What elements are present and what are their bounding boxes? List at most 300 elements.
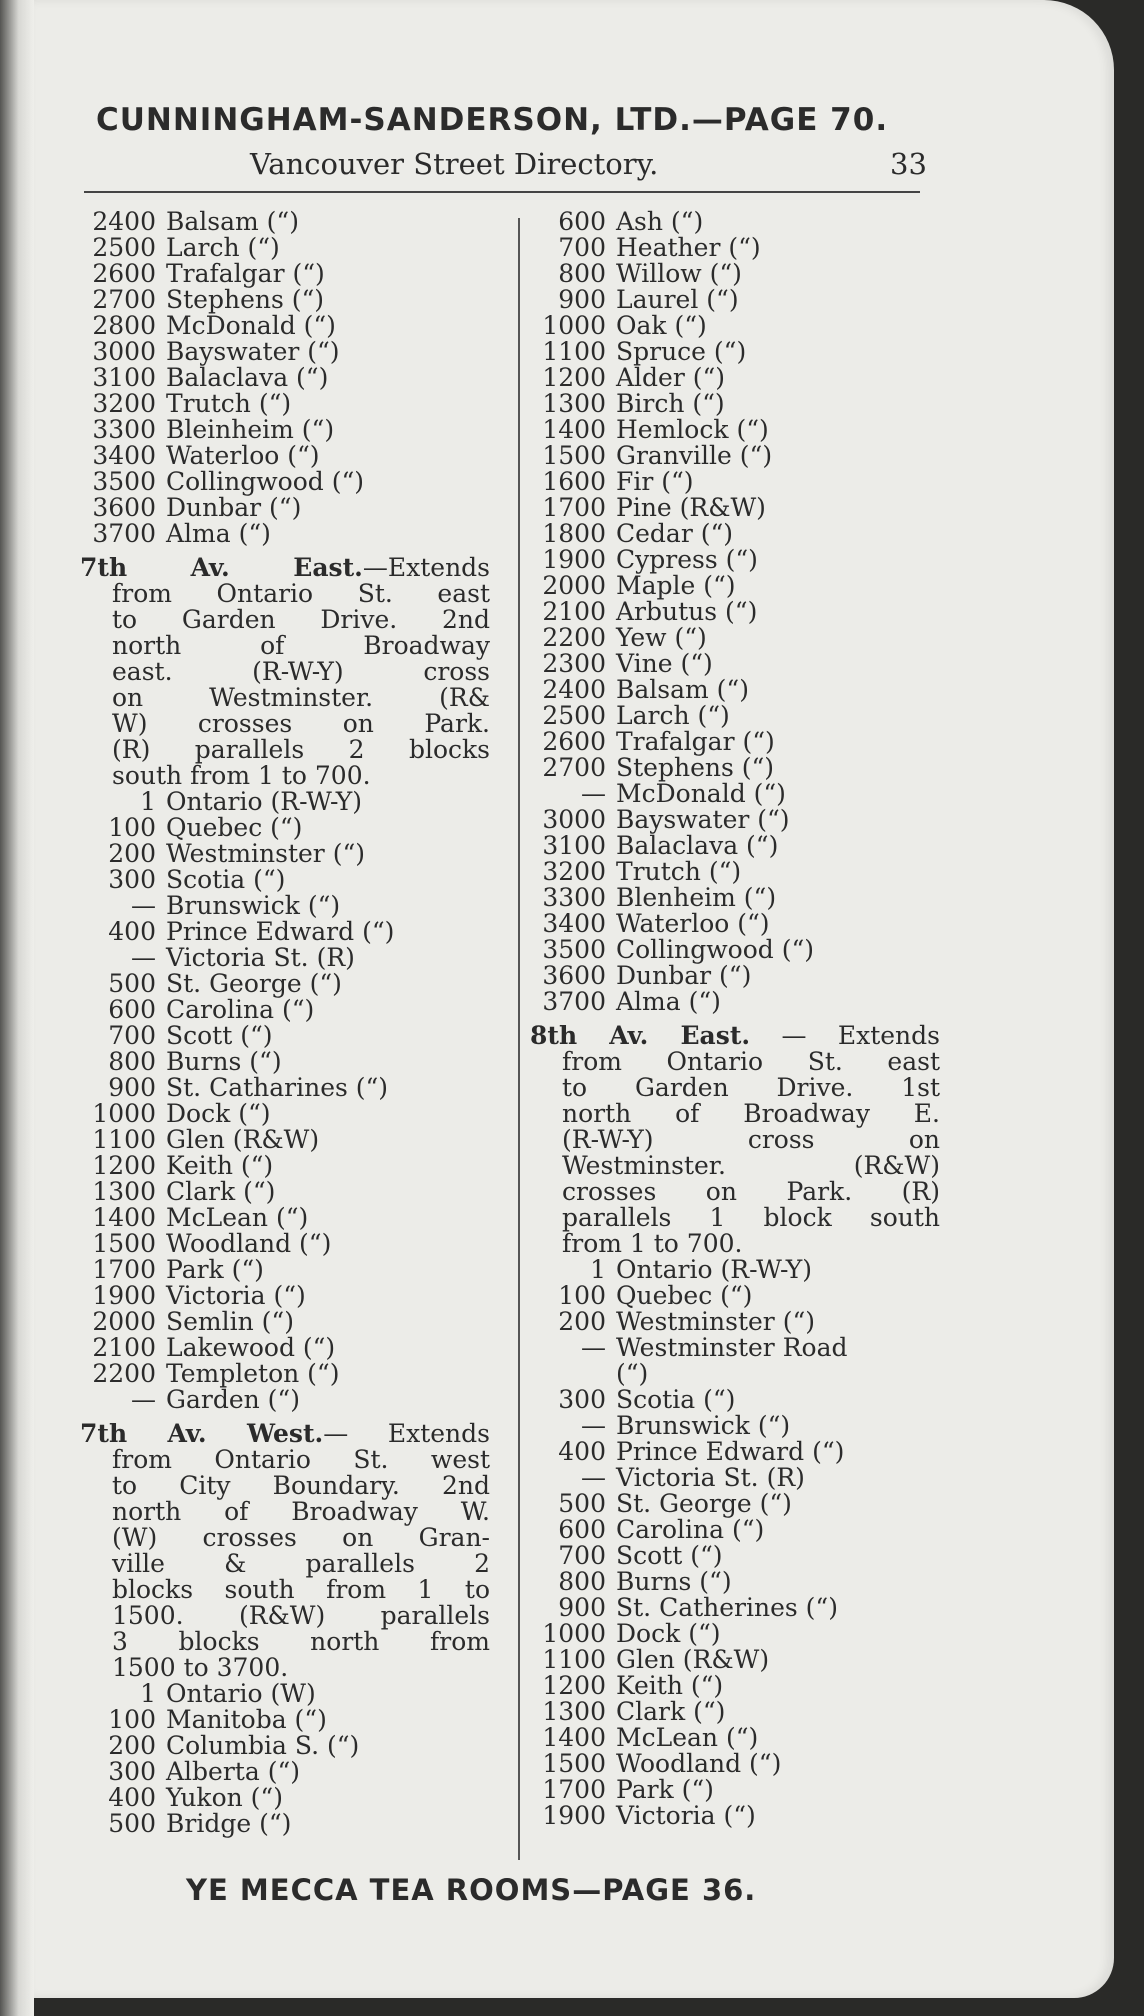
address-number: 1400	[92, 1203, 156, 1232]
street-row	[530, 1439, 940, 1465]
street-row	[530, 885, 940, 911]
address-number: 2500	[92, 233, 156, 262]
street-row	[530, 651, 940, 677]
street-name: Pine (R&W)	[616, 493, 766, 522]
description-line	[80, 555, 490, 581]
address-number: 200	[558, 1307, 606, 1336]
street-name: Scott (“)	[616, 1541, 723, 1570]
street-row	[530, 469, 940, 495]
address-number: 1800	[542, 519, 606, 548]
book-spine	[0, 0, 34, 2016]
street-row	[530, 287, 940, 313]
street-row	[80, 495, 490, 521]
address-number: 900	[558, 1593, 606, 1622]
street-row	[80, 1049, 490, 1075]
street-name: Alder (“)	[616, 363, 726, 392]
description-line: from Ontario St. east	[112, 579, 490, 608]
address-number: 1500	[542, 441, 606, 470]
address-number: 500	[108, 1809, 156, 1838]
street-row	[530, 235, 940, 261]
street-row	[80, 867, 490, 893]
street-row	[80, 235, 490, 261]
street-name: Trutch (“)	[166, 389, 292, 418]
address-number: 700	[558, 233, 606, 262]
street-row	[80, 339, 490, 365]
left-column	[80, 209, 490, 1837]
street-name: Brunswick (“)	[166, 891, 341, 920]
street-name: Park (“)	[616, 1775, 714, 1804]
street-row	[530, 859, 940, 885]
street-name: Burns (“)	[616, 1567, 732, 1596]
street-entry-description	[530, 1023, 940, 1257]
street-row	[530, 1543, 940, 1569]
street-name: Keith (“)	[166, 1151, 274, 1180]
address-number: 1200	[542, 363, 606, 392]
street-row	[80, 1759, 490, 1785]
description-line: blocks south from 1 to	[112, 1575, 490, 1604]
street-name: (“)	[616, 1359, 649, 1388]
street-name: McLean (“)	[616, 1723, 759, 1752]
address-number: 1500	[92, 1229, 156, 1258]
address-number: 900	[108, 1073, 156, 1102]
address-number: 100	[108, 813, 156, 842]
street-entry-description	[80, 1421, 490, 1681]
address-number: —	[581, 1411, 606, 1440]
address-number: 2400	[92, 207, 156, 236]
description-line: parallels 1 block south	[562, 1203, 940, 1232]
street-name: Carolina (“)	[616, 1515, 765, 1544]
street-name: Larch (“)	[166, 233, 280, 262]
address-number: 1500	[542, 1749, 606, 1778]
street-row	[530, 1465, 940, 1491]
address-number: 3500	[92, 467, 156, 496]
street-row	[80, 1101, 490, 1127]
street-name: Prince Edward (“)	[616, 1437, 845, 1466]
street-name: Bridge (“)	[166, 1809, 292, 1838]
address-number: 1200	[92, 1151, 156, 1180]
address-number: 2500	[542, 701, 606, 730]
street-row	[80, 1387, 490, 1413]
right-column	[530, 209, 940, 1829]
street-name: Clark (“)	[616, 1697, 726, 1726]
street-row	[530, 1777, 940, 1803]
description-line: to Garden Drive. 1st	[562, 1073, 940, 1102]
address-number: 1300	[92, 1177, 156, 1206]
street-row	[530, 599, 940, 625]
street-row	[530, 1595, 940, 1621]
description-line: south from 1 to 700.	[112, 761, 371, 790]
street-row	[80, 1361, 490, 1387]
street-name: Balsam (“)	[166, 207, 299, 236]
street-row	[80, 789, 490, 815]
address-number: —	[131, 943, 156, 972]
address-number: 700	[108, 1021, 156, 1050]
street-row	[80, 391, 490, 417]
description-line	[80, 1421, 490, 1447]
street-name: Dunbar (“)	[616, 961, 752, 990]
address-number: —	[131, 891, 156, 920]
street-row	[530, 1387, 940, 1413]
street-name: Spruce (“)	[616, 337, 747, 366]
street-name: Dock (“)	[166, 1099, 271, 1128]
address-number: 3400	[92, 441, 156, 470]
description-line: north of Broadway W.	[112, 1497, 490, 1526]
street-row	[530, 1283, 940, 1309]
address-number: 3300	[92, 415, 156, 444]
street-row	[530, 573, 940, 599]
street-name: Westminster Road	[616, 1333, 848, 1362]
street-row	[80, 313, 490, 339]
description-line: north of Broadway	[112, 631, 490, 660]
address-number: 1600	[542, 467, 606, 496]
street-row	[80, 1283, 490, 1309]
street-name: Alma (“)	[616, 987, 721, 1016]
address-number: 3100	[92, 363, 156, 392]
avenue-name: 8th Av. East.	[530, 1021, 751, 1050]
street-name: Westminster (“)	[166, 839, 365, 868]
street-name: Lakewood (“)	[166, 1333, 336, 1362]
page-number: 33	[890, 147, 927, 181]
street-row	[530, 313, 940, 339]
description-text: — Extends	[323, 1419, 490, 1448]
street-row	[80, 469, 490, 495]
address-number: 3200	[542, 857, 606, 886]
address-number: 500	[108, 969, 156, 998]
street-row	[530, 677, 940, 703]
street-name: Ontario (R-W-Y)	[616, 1255, 812, 1284]
address-number: —	[131, 1385, 156, 1414]
description-line: 1500. (R&W) parallels	[112, 1601, 490, 1630]
street-row	[80, 209, 490, 235]
street-name: McLean (“)	[166, 1203, 309, 1232]
street-row	[530, 989, 940, 1015]
street-row	[80, 417, 490, 443]
address-number: 2100	[542, 597, 606, 626]
street-row	[530, 365, 940, 391]
street-row	[530, 911, 940, 937]
address-number: 1100	[542, 337, 606, 366]
street-row	[80, 1075, 490, 1101]
street-row	[530, 1673, 940, 1699]
address-number: 1700	[542, 493, 606, 522]
street-row	[530, 1569, 940, 1595]
page-footer: YE MECCA TEA ROOMS—PAGE 36.	[186, 1873, 757, 1907]
address-number: —	[581, 1333, 606, 1362]
street-row	[530, 443, 940, 469]
street-row	[80, 815, 490, 841]
address-number: 1300	[542, 1697, 606, 1726]
street-name: Trafalgar (“)	[166, 259, 325, 288]
street-row	[530, 1803, 940, 1829]
description-text: —Extends	[362, 553, 490, 582]
address-number: 400	[108, 917, 156, 946]
street-row	[80, 1335, 490, 1361]
address-number: 2200	[92, 1359, 156, 1388]
street-row	[530, 261, 940, 287]
address-number: 300	[108, 865, 156, 894]
address-number: 2600	[542, 727, 606, 756]
street-name: St. Catherines (“)	[616, 1593, 838, 1622]
column-divider	[518, 218, 520, 1860]
street-name: Waterloo (“)	[616, 909, 770, 938]
street-name: Willow (“)	[616, 259, 742, 288]
address-number: 600	[558, 1515, 606, 1544]
street-list	[80, 209, 490, 547]
address-number: 3700	[542, 987, 606, 1016]
address-number: 800	[108, 1047, 156, 1076]
address-number: 700	[558, 1541, 606, 1570]
address-number: 3500	[542, 935, 606, 964]
street-name: Dock (“)	[616, 1619, 721, 1648]
street-name: Yew (“)	[616, 623, 707, 652]
description-line: crosses on Park. (R)	[562, 1177, 940, 1206]
street-name: Templeton (“)	[166, 1359, 340, 1388]
street-row	[80, 1231, 490, 1257]
street-name: Maple (“)	[616, 571, 736, 600]
address-number: 800	[558, 1567, 606, 1596]
street-row	[530, 391, 940, 417]
address-number: 2300	[542, 649, 606, 678]
street-name: Balaclava (“)	[166, 363, 329, 392]
street-row	[530, 339, 940, 365]
avenue-name: 7th Av. East.	[80, 553, 363, 582]
street-name: McDonald (“)	[166, 311, 336, 340]
street-name: Victoria St. (R)	[166, 943, 355, 972]
street-row	[530, 729, 940, 755]
street-row	[530, 209, 940, 235]
street-row	[80, 261, 490, 287]
address-number: 400	[558, 1437, 606, 1466]
street-row	[530, 1517, 940, 1543]
street-name: Westminster (“)	[616, 1307, 815, 1336]
street-row	[80, 521, 490, 547]
address-number: 1400	[542, 1723, 606, 1752]
street-name: Alma (“)	[166, 519, 271, 548]
address-number: 200	[108, 839, 156, 868]
address-number: 300	[558, 1385, 606, 1414]
street-name: Stephens (“)	[166, 285, 325, 314]
street-row	[80, 1023, 490, 1049]
street-name: Hemlock (“)	[616, 415, 769, 444]
street-name: Victoria (“)	[616, 1801, 756, 1830]
street-name: Manitoba (“)	[166, 1705, 327, 1734]
address-number: 3200	[92, 389, 156, 418]
street-row	[530, 807, 940, 833]
street-name: St. George (“)	[166, 969, 342, 998]
street-row	[80, 971, 490, 997]
street-row	[530, 547, 940, 573]
street-name: Heather (“)	[616, 233, 761, 262]
address-number: 1	[140, 1679, 156, 1708]
street-row	[80, 365, 490, 391]
street-name: Alberta (“)	[166, 1757, 300, 1786]
street-list	[80, 1681, 490, 1837]
street-name: Woodland (“)	[616, 1749, 782, 1778]
address-number: 200	[108, 1731, 156, 1760]
street-name: Victoria St. (R)	[616, 1463, 805, 1492]
street-name: Bleinheim (“)	[166, 415, 335, 444]
street-name: Victoria (“)	[166, 1281, 306, 1310]
street-name: Oak (“)	[616, 311, 707, 340]
street-name: Burns (“)	[166, 1047, 282, 1076]
street-row	[530, 1647, 940, 1673]
page-header-subtitle: Vancouver Street Directory.	[250, 147, 659, 181]
street-row	[530, 1309, 940, 1335]
street-row	[80, 945, 490, 971]
address-number: 100	[108, 1705, 156, 1734]
address-number: 2700	[542, 753, 606, 782]
address-number: 1000	[92, 1099, 156, 1128]
street-row	[530, 1621, 940, 1647]
address-number: 1300	[542, 389, 606, 418]
street-row	[80, 1153, 490, 1179]
street-row	[80, 893, 490, 919]
description-line: W) crosses on Park.	[112, 709, 490, 738]
address-number: 1000	[542, 311, 606, 340]
address-number: 1100	[542, 1645, 606, 1674]
street-row	[80, 287, 490, 313]
description-line: to Garden Drive. 2nd	[112, 605, 490, 634]
street-name: Keith (“)	[616, 1671, 724, 1700]
street-row	[530, 1699, 940, 1725]
street-row	[530, 1361, 940, 1387]
address-number: 1900	[542, 545, 606, 574]
address-number: 1700	[542, 1775, 606, 1804]
street-name: Collingwood (“)	[616, 935, 815, 964]
street-name: Bayswater (“)	[616, 805, 790, 834]
street-name: Scott (“)	[166, 1021, 273, 1050]
address-number: 300	[108, 1757, 156, 1786]
street-name: McDonald (“)	[616, 779, 786, 808]
address-number: 800	[558, 259, 606, 288]
street-name: Garden (“)	[166, 1385, 300, 1414]
address-number: 1700	[92, 1255, 156, 1284]
address-number: 3600	[92, 493, 156, 522]
description-line: (W) crosses on Gran-	[112, 1523, 490, 1552]
street-row	[80, 1127, 490, 1153]
street-name: Clark (“)	[166, 1177, 276, 1206]
description-line: from 1 to 700.	[562, 1229, 743, 1258]
street-name: Scotia (“)	[616, 1385, 736, 1414]
street-row	[530, 755, 940, 781]
street-row	[530, 1751, 940, 1777]
description-line: on Westminster. (R&	[112, 683, 490, 712]
street-row	[530, 417, 940, 443]
street-row	[530, 1491, 940, 1517]
street-row	[80, 1707, 490, 1733]
street-name: Fir (“)	[616, 467, 694, 496]
description-line: (R-W-Y) cross on	[562, 1125, 940, 1154]
street-row	[80, 1257, 490, 1283]
address-number: 3000	[92, 337, 156, 366]
street-row	[80, 1681, 490, 1707]
address-number	[530, 1361, 606, 1387]
address-number: 2000	[92, 1307, 156, 1336]
street-name: Brunswick (“)	[616, 1411, 791, 1440]
street-name: Balaclava (“)	[616, 831, 779, 860]
street-row	[530, 1335, 940, 1361]
street-name: Cypress (“)	[616, 545, 758, 574]
street-row	[80, 997, 490, 1023]
address-number: 1100	[92, 1125, 156, 1154]
address-number: 1400	[542, 415, 606, 444]
address-number: 3300	[542, 883, 606, 912]
address-number: —	[581, 779, 606, 808]
street-row	[530, 833, 940, 859]
street-name: Collingwood (“)	[166, 467, 365, 496]
address-number: 1900	[92, 1281, 156, 1310]
address-number: 900	[558, 285, 606, 314]
street-name: Laurel (“)	[616, 285, 739, 314]
street-name: Glen (R&W)	[166, 1125, 320, 1154]
address-number: 2600	[92, 259, 156, 288]
description-line: east. (R-W-Y) cross	[112, 657, 490, 686]
description-line: to City Boundary. 2nd	[112, 1471, 490, 1500]
address-number: 2000	[542, 571, 606, 600]
street-row	[80, 1179, 490, 1205]
address-number: 500	[558, 1489, 606, 1518]
street-name: Larch (“)	[616, 701, 730, 730]
street-row	[80, 1785, 490, 1811]
street-row	[80, 443, 490, 469]
street-row	[530, 1413, 940, 1439]
address-number: 3700	[92, 519, 156, 548]
street-name: St. Catharines (“)	[166, 1073, 389, 1102]
address-number: 600	[108, 995, 156, 1024]
address-number: 2700	[92, 285, 156, 314]
street-name: Ash (“)	[616, 207, 704, 236]
address-number: 600	[558, 207, 606, 236]
description-line: Westminster. (R&W)	[562, 1151, 940, 1180]
street-name: Scotia (“)	[166, 865, 286, 894]
street-row	[530, 495, 940, 521]
description-line: from Ontario St. east	[562, 1047, 940, 1076]
street-name: Trutch (“)	[616, 857, 742, 886]
avenue-name: 7th Av. West.	[80, 1419, 324, 1448]
street-row	[530, 625, 940, 651]
street-name: Stephens (“)	[616, 753, 775, 782]
address-number: 2400	[542, 675, 606, 704]
address-number: 100	[558, 1281, 606, 1310]
street-row	[530, 963, 940, 989]
street-name: Ontario (W)	[166, 1679, 316, 1708]
description-line: ville & parallels 2	[112, 1549, 490, 1578]
street-name: Vine (“)	[616, 649, 713, 678]
street-name: Ontario (R-W-Y)	[166, 787, 362, 816]
address-number: 3000	[542, 805, 606, 834]
street-row	[80, 841, 490, 867]
street-name: Granville (“)	[616, 441, 773, 470]
street-name: St. George (“)	[616, 1489, 792, 1518]
street-entry-description	[80, 555, 490, 789]
street-row	[530, 1257, 940, 1283]
address-number: 1000	[542, 1619, 606, 1648]
address-number: 2800	[92, 311, 156, 340]
description-line: north of Broadway E.	[562, 1099, 940, 1128]
address-number: 1900	[542, 1801, 606, 1830]
page-header-title: CUNNINGHAM-SANDERSON, LTD.—PAGE 70.	[96, 102, 889, 138]
description-line: 1500 to 3700.	[112, 1653, 289, 1682]
street-row	[530, 937, 940, 963]
street-name: Prince Edward (“)	[166, 917, 395, 946]
street-list	[80, 789, 490, 1413]
street-name: Birch (“)	[616, 389, 725, 418]
address-number: 2100	[92, 1333, 156, 1362]
street-row	[80, 1309, 490, 1335]
address-number: 1	[140, 787, 156, 816]
street-list	[530, 1257, 940, 1829]
street-name: Park (“)	[166, 1255, 264, 1284]
